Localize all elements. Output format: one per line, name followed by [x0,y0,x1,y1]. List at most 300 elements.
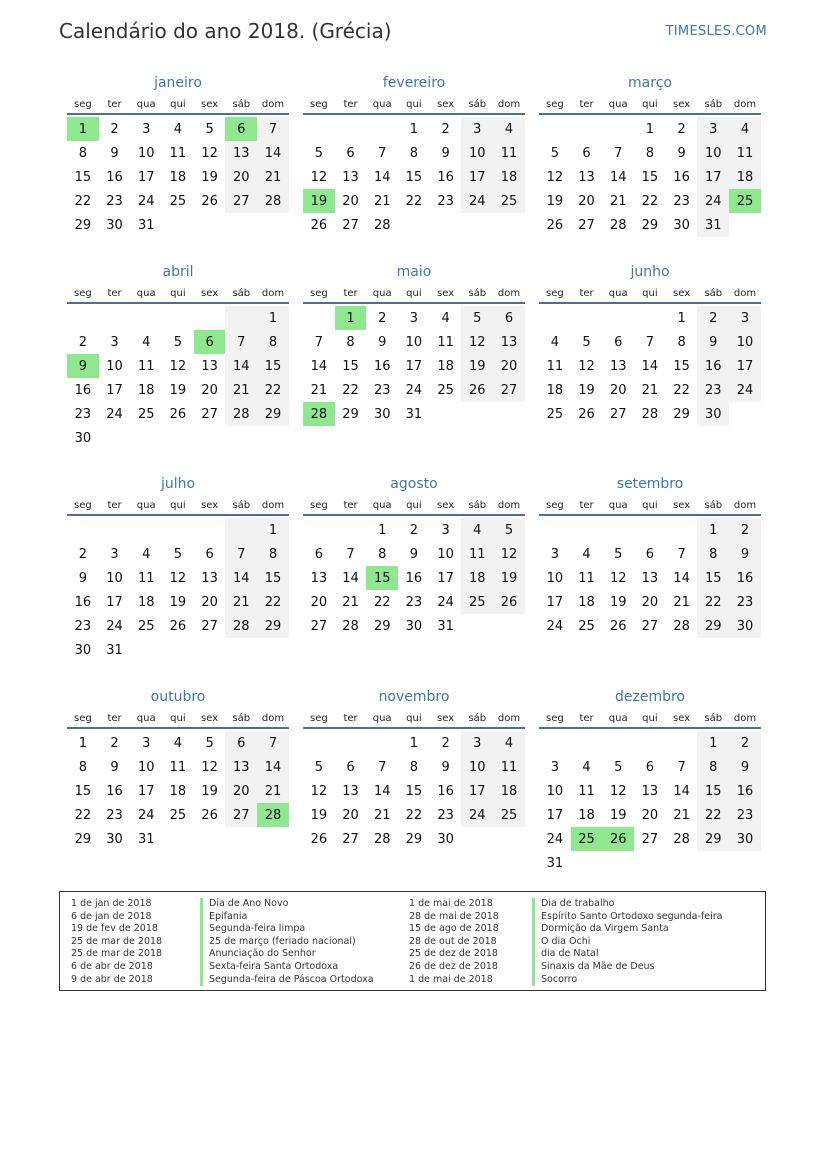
day-cell[interactable]: 15 [405,169,423,185]
day-cell[interactable]: 7 [378,759,387,775]
day-cell[interactable]: 26 [201,193,218,209]
day-cell[interactable]: 18 [137,594,155,610]
day-cell[interactable]: 23 [437,193,454,209]
day-cell[interactable]: 30 [729,614,761,638]
day-cell[interactable]: 19 [609,594,627,610]
day-cell[interactable]: 10 [546,783,564,799]
day-cell[interactable]: 17 [437,570,454,586]
day-cell[interactable]: 5 [314,145,323,161]
day-cell[interactable]: 17 [546,807,564,823]
day-cell[interactable]: 1 [697,518,729,542]
day-cell[interactable]: 12 [310,169,328,185]
day-cell[interactable]: 5 [582,334,591,350]
day-cell[interactable]: 7 [677,759,686,775]
day-cell[interactable]: 11 [578,570,595,586]
day-cell[interactable]: 29 [405,831,423,847]
day-cell[interactable]: 19 [546,193,564,209]
day-cell[interactable]: 1 [409,735,419,751]
day-cell[interactable]: 21 [673,807,690,823]
day-cell[interactable]: 20 [641,594,659,610]
day-cell[interactable]: 20 [609,382,627,398]
day-cell[interactable]: 20 [493,354,525,378]
day-cell[interactable]: 24 [546,831,564,847]
day-cell[interactable]: 3 [550,759,559,775]
day-cell[interactable]: 1 [67,117,99,141]
day-cell[interactable]: 26 [310,217,328,233]
day-cell[interactable]: 30 [106,217,123,233]
day-cell[interactable]: 25 [137,406,155,422]
day-cell[interactable]: 15 [405,783,423,799]
day-cell[interactable]: 15 [342,358,359,374]
day-cell[interactable]: 2 [441,121,450,137]
day-cell[interactable]: 6 [614,334,623,350]
day-cell[interactable]: 9 [67,354,99,378]
day-cell[interactable]: 25 [729,189,761,213]
day-cell[interactable]: 30 [74,642,92,658]
day-cell[interactable]: 11 [493,755,525,779]
day-cell[interactable]: 13 [310,570,328,586]
day-cell[interactable]: 4 [173,735,183,751]
day-cell[interactable]: 7 [314,334,323,350]
day-cell[interactable]: 10 [697,141,729,165]
day-cell[interactable]: 8 [677,334,686,350]
day-cell[interactable]: 15 [257,566,289,590]
day-cell[interactable]: 13 [641,783,659,799]
day-cell[interactable]: 14 [225,566,257,590]
day-cell[interactable]: 29 [257,614,289,638]
day-cell[interactable]: 3 [461,731,493,755]
day-cell[interactable]: 7 [614,145,623,161]
day-cell[interactable]: 17 [405,358,423,374]
day-cell[interactable]: 3 [110,334,119,350]
day-cell[interactable]: 28 [373,217,391,233]
day-cell[interactable]: 21 [225,378,257,402]
day-cell[interactable]: 12 [461,330,493,354]
day-cell[interactable]: 16 [74,382,92,398]
day-cell[interactable]: 14 [673,570,690,586]
day-cell[interactable]: 25 [493,189,525,213]
day-cell[interactable]: 4 [582,546,591,562]
day-cell[interactable]: 26 [169,406,187,422]
day-cell[interactable]: 9 [729,542,761,566]
day-cell[interactable]: 24 [137,807,155,823]
day-cell[interactable]: 8 [378,546,387,562]
day-cell[interactable]: 14 [310,358,328,374]
day-cell[interactable]: 11 [137,570,155,586]
day-cell[interactable]: 8 [409,759,419,775]
day-cell[interactable]: 4 [461,518,493,542]
day-cell[interactable]: 26 [578,406,595,422]
day-cell[interactable]: 20 [342,807,359,823]
day-cell[interactable]: 20 [310,594,328,610]
day-cell[interactable]: 4 [493,731,525,755]
day-cell[interactable]: 4 [493,117,525,141]
day-cell[interactable]: 24 [106,618,123,634]
day-cell[interactable]: 16 [697,354,729,378]
day-cell[interactable]: 6 [194,330,226,354]
day-cell[interactable]: 27 [342,831,359,847]
day-cell[interactable]: 23 [437,807,454,823]
day-cell[interactable]: 17 [106,382,123,398]
day-cell[interactable]: 24 [137,193,155,209]
day-cell[interactable]: 7 [346,546,355,562]
day-cell[interactable]: 16 [437,783,454,799]
day-cell[interactable]: 18 [169,783,187,799]
day-cell[interactable]: 30 [673,217,690,233]
day-cell[interactable]: 30 [106,831,123,847]
day-cell[interactable]: 17 [137,783,155,799]
day-cell[interactable]: 27 [225,189,257,213]
day-cell[interactable]: 19 [609,807,627,823]
day-cell[interactable]: 10 [461,755,493,779]
day-cell[interactable]: 23 [729,803,761,827]
day-cell[interactable]: 12 [169,358,187,374]
day-cell[interactable]: 8 [78,759,87,775]
day-cell[interactable]: 14 [641,358,659,374]
day-cell[interactable]: 13 [225,755,257,779]
day-cell[interactable]: 14 [225,354,257,378]
day-cell[interactable]: 16 [74,594,92,610]
day-cell[interactable]: 21 [342,594,359,610]
day-cell[interactable]: 2 [697,306,729,330]
day-cell[interactable]: 22 [74,193,92,209]
day-cell[interactable]: 2 [378,310,387,326]
day-cell[interactable]: 2 [110,121,119,137]
day-cell[interactable]: 26 [493,590,525,614]
day-cell[interactable]: 25 [578,618,595,634]
day-cell[interactable]: 16 [729,566,761,590]
day-cell[interactable]: 27 [578,217,595,233]
day-cell[interactable]: 21 [225,590,257,614]
day-cell[interactable]: 8 [257,330,289,354]
day-cell[interactable]: 2 [78,334,87,350]
day-cell[interactable]: 5 [614,546,623,562]
day-cell[interactable]: 20 [201,594,218,610]
day-cell[interactable]: 12 [546,169,564,185]
day-cell[interactable]: 24 [461,803,493,827]
day-cell[interactable]: 13 [609,358,627,374]
day-cell[interactable]: 20 [225,165,257,189]
day-cell[interactable]: 9 [110,145,119,161]
day-cell[interactable]: 18 [461,566,493,590]
day-cell[interactable]: 3 [441,522,450,538]
day-cell[interactable]: 3 [409,310,419,326]
day-cell[interactable]: 15 [366,566,398,590]
day-cell[interactable]: 10 [137,759,155,775]
day-cell[interactable]: 5 [173,334,183,350]
day-cell[interactable]: 28 [673,831,690,847]
day-cell[interactable]: 28 [373,831,391,847]
day-cell[interactable]: 18 [578,594,595,610]
day-cell[interactable]: 31 [137,217,155,233]
day-cell[interactable]: 9 [409,546,419,562]
day-cell[interactable]: 30 [697,402,729,426]
day-cell[interactable]: 31 [437,618,454,634]
day-cell[interactable]: 17 [461,779,493,803]
day-cell[interactable]: 29 [673,406,690,422]
day-cell[interactable]: 22 [697,803,729,827]
day-cell[interactable]: 31 [405,406,423,422]
day-cell[interactable]: 20 [225,779,257,803]
day-cell[interactable]: 23 [74,618,92,634]
day-cell[interactable]: 1 [677,310,686,326]
day-cell[interactable]: 22 [405,193,423,209]
day-cell[interactable]: 13 [578,169,595,185]
day-cell[interactable]: 28 [609,217,627,233]
day-cell[interactable]: 11 [493,141,525,165]
day-cell[interactable]: 24 [437,594,454,610]
day-cell[interactable]: 27 [641,618,659,634]
day-cell[interactable]: 2 [729,518,761,542]
day-cell[interactable]: 5 [173,546,183,562]
day-cell[interactable]: 19 [310,807,328,823]
day-cell[interactable]: 6 [225,117,257,141]
day-cell[interactable]: 1 [78,735,87,751]
day-cell[interactable]: 17 [729,354,761,378]
day-cell[interactable]: 22 [257,378,289,402]
day-cell[interactable]: 28 [673,618,690,634]
day-cell[interactable]: 24 [461,189,493,213]
day-cell[interactable]: 19 [578,382,595,398]
day-cell[interactable]: 23 [729,590,761,614]
day-cell[interactable]: 7 [257,731,289,755]
day-cell[interactable]: 9 [378,334,387,350]
day-cell[interactable]: 7 [645,334,655,350]
day-cell[interactable]: 14 [673,783,690,799]
day-cell[interactable]: 18 [493,779,525,803]
day-cell[interactable]: 19 [169,594,187,610]
day-cell[interactable]: 25 [437,382,454,398]
day-cell[interactable]: 15 [74,783,92,799]
day-cell[interactable]: 26 [609,618,627,634]
day-cell[interactable]: 16 [405,570,423,586]
day-cell[interactable]: 21 [373,807,391,823]
day-cell[interactable]: 3 [697,117,729,141]
day-cell[interactable]: 20 [641,807,659,823]
day-cell[interactable]: 27 [310,618,328,634]
day-cell[interactable]: 13 [201,358,218,374]
day-cell[interactable]: 12 [201,145,218,161]
day-cell[interactable]: 5 [614,759,623,775]
day-cell[interactable]: 26 [201,807,218,823]
day-cell[interactable]: 20 [578,193,595,209]
day-cell[interactable]: 30 [729,827,761,851]
day-cell[interactable]: 8 [697,755,729,779]
day-cell[interactable]: 19 [493,566,525,590]
day-cell[interactable]: 2 [677,121,686,137]
day-cell[interactable]: 17 [461,165,493,189]
day-cell[interactable]: 21 [641,382,659,398]
day-cell[interactable]: 11 [169,759,187,775]
day-cell[interactable]: 8 [346,334,355,350]
day-cell[interactable]: 24 [106,406,123,422]
day-cell[interactable]: 24 [697,189,729,213]
day-cell[interactable]: 28 [225,402,257,426]
day-cell[interactable]: 21 [673,594,690,610]
day-cell[interactable]: 18 [169,169,187,185]
day-cell[interactable]: 4 [729,117,761,141]
day-cell[interactable]: 31 [697,213,729,237]
day-cell[interactable]: 9 [441,145,450,161]
day-cell[interactable]: 4 [441,310,450,326]
day-cell[interactable]: 10 [106,358,123,374]
day-cell[interactable]: 15 [673,358,690,374]
day-cell[interactable]: 12 [609,570,627,586]
day-cell[interactable]: 3 [729,306,761,330]
day-cell[interactable]: 8 [257,542,289,566]
day-cell[interactable]: 25 [137,618,155,634]
day-cell[interactable]: 9 [441,759,450,775]
day-cell[interactable]: 26 [602,827,634,851]
day-cell[interactable]: 30 [437,831,454,847]
day-cell[interactable]: 25 [169,193,187,209]
day-cell[interactable]: 31 [137,831,155,847]
day-cell[interactable]: 22 [673,382,690,398]
day-cell[interactable]: 13 [342,783,359,799]
day-cell[interactable]: 3 [110,546,119,562]
day-cell[interactable]: 8 [697,542,729,566]
day-cell[interactable]: 13 [225,141,257,165]
day-cell[interactable]: 11 [578,783,595,799]
day-cell[interactable]: 13 [641,570,659,586]
day-cell[interactable]: 31 [106,642,123,658]
day-cell[interactable]: 21 [310,382,328,398]
day-cell[interactable]: 19 [461,354,493,378]
day-cell[interactable]: 25 [546,406,564,422]
day-cell[interactable]: 12 [310,783,328,799]
day-cell[interactable]: 22 [697,590,729,614]
day-cell[interactable]: 28 [225,614,257,638]
day-cell[interactable]: 20 [201,382,218,398]
day-cell[interactable]: 22 [641,193,659,209]
day-cell[interactable]: 1 [257,518,289,542]
day-cell[interactable]: 18 [437,358,454,374]
day-cell[interactable]: 16 [373,358,391,374]
day-cell[interactable]: 2 [110,735,119,751]
day-cell[interactable]: 25 [169,807,187,823]
day-cell[interactable]: 11 [169,145,187,161]
day-cell[interactable]: 6 [205,546,214,562]
day-cell[interactable]: 21 [373,193,391,209]
day-cell[interactable]: 1 [378,522,387,538]
day-cell[interactable]: 7 [225,330,257,354]
day-cell[interactable]: 17 [697,165,729,189]
day-cell[interactable]: 10 [437,546,454,562]
day-cell[interactable]: 18 [729,165,761,189]
day-cell[interactable]: 15 [257,354,289,378]
day-cell[interactable]: 23 [673,193,690,209]
day-cell[interactable]: 6 [493,306,525,330]
day-cell[interactable]: 1 [645,121,655,137]
day-cell[interactable]: 7 [257,117,289,141]
day-cell[interactable]: 29 [641,217,659,233]
day-cell[interactable]: 3 [142,735,151,751]
day-cell[interactable]: 23 [106,807,123,823]
day-cell[interactable]: 15 [641,169,659,185]
day-cell[interactable]: 19 [201,783,218,799]
day-cell[interactable]: 11 [437,334,454,350]
day-cell[interactable]: 12 [609,783,627,799]
day-cell[interactable]: 13 [493,330,525,354]
day-cell[interactable]: 1 [335,306,367,330]
day-cell[interactable]: 11 [546,358,564,374]
day-cell[interactable]: 28 [257,189,289,213]
day-cell[interactable]: 11 [729,141,761,165]
day-cell[interactable]: 13 [342,169,359,185]
day-cell[interactable]: 16 [106,783,123,799]
day-cell[interactable]: 18 [546,382,564,398]
brand-logo-text[interactable]: TIMESLES.COM [665,24,767,39]
day-cell[interactable]: 11 [137,358,155,374]
day-cell[interactable]: 28 [641,406,659,422]
day-cell[interactable]: 19 [169,382,187,398]
day-cell[interactable]: 5 [461,306,493,330]
day-cell[interactable]: 6 [582,145,591,161]
day-cell[interactable]: 6 [225,731,257,755]
day-cell[interactable]: 15 [74,169,92,185]
day-cell[interactable]: 5 [550,145,559,161]
day-cell[interactable]: 9 [677,145,686,161]
day-cell[interactable]: 28 [257,803,289,827]
day-cell[interactable]: 9 [697,330,729,354]
day-cell[interactable]: 27 [225,803,257,827]
day-cell[interactable]: 9 [110,759,119,775]
day-cell[interactable]: 4 [582,759,591,775]
day-cell[interactable]: 7 [378,145,387,161]
day-cell[interactable]: 19 [201,169,218,185]
day-cell[interactable]: 22 [342,382,359,398]
day-cell[interactable]: 14 [257,141,289,165]
day-cell[interactable]: 4 [142,546,151,562]
day-cell[interactable]: 14 [609,169,627,185]
day-cell[interactable]: 2 [729,731,761,755]
day-cell[interactable]: 7 [225,542,257,566]
day-cell[interactable]: 27 [201,406,218,422]
day-cell[interactable]: 18 [137,382,155,398]
day-cell[interactable]: 9 [78,570,87,586]
day-cell[interactable]: 4 [550,334,559,350]
day-cell[interactable]: 3 [142,121,151,137]
day-cell[interactable]: 8 [409,145,419,161]
day-cell[interactable]: 23 [74,406,92,422]
day-cell[interactable]: 23 [697,378,729,402]
day-cell[interactable]: 5 [493,518,525,542]
day-cell[interactable]: 12 [169,570,187,586]
day-cell[interactable]: 14 [342,570,359,586]
day-cell[interactable]: 29 [342,406,359,422]
day-cell[interactable]: 10 [405,334,423,350]
day-cell[interactable]: 28 [303,402,335,426]
day-cell[interactable]: 21 [609,193,627,209]
day-cell[interactable]: 29 [74,217,92,233]
day-cell[interactable]: 20 [342,193,359,209]
day-cell[interactable]: 28 [342,618,359,634]
day-cell[interactable]: 25 [461,590,493,614]
day-cell[interactable]: 3 [461,117,493,141]
day-cell[interactable]: 6 [346,759,355,775]
day-cell[interactable]: 17 [106,594,123,610]
day-cell[interactable]: 26 [310,831,328,847]
day-cell[interactable]: 1 [409,121,419,137]
day-cell[interactable]: 4 [142,334,151,350]
day-cell[interactable]: 24 [546,618,564,634]
day-cell[interactable]: 10 [461,141,493,165]
day-cell[interactable]: 16 [437,169,454,185]
day-cell[interactable]: 21 [257,779,289,803]
day-cell[interactable]: 25 [493,803,525,827]
day-cell[interactable]: 23 [373,382,391,398]
day-cell[interactable]: 10 [729,330,761,354]
